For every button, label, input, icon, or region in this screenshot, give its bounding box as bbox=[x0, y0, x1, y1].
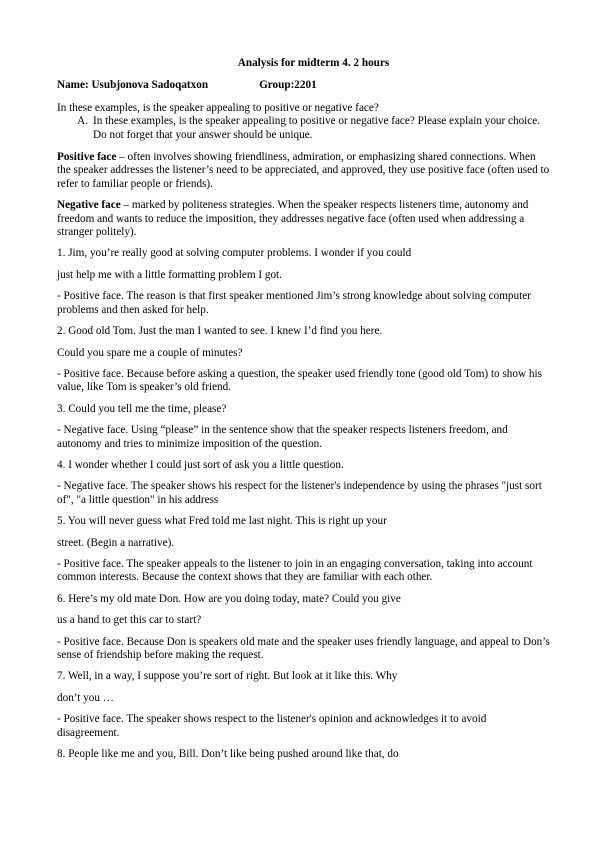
negative-face-definition bbox=[57, 199, 550, 239]
example-1-answer: - Positive face. The reason is that first speaker mentioned Jim’s strong knowledge about solving computer problems and then asked for help. bbox=[57, 290, 531, 316]
example-1-line-1: 1. Jim, you’re really good at solving computer problems. I wonder if you could bbox=[57, 247, 412, 260]
negative-face-term: Negative face bbox=[57, 199, 121, 212]
example-4-answer: - Negative face. The speaker shows his respect for the listener's independence by using the phrases "just sort of", "a little question" in his address bbox=[57, 480, 542, 506]
example-2-line-2: Could you spare me a couple of minutes? bbox=[57, 346, 243, 359]
example-3-line-1: 3. Could you tell me the time, please? bbox=[57, 402, 227, 415]
example-5-line-2: street. (Begin a narrative). bbox=[57, 536, 175, 549]
example-6-answer: - Positive face. Because Don is speakers old mate and the speaker uses friendly language, and appeal to Don’s sense of friendship before making the request. bbox=[57, 635, 550, 661]
example-3-answer: - Negative face. Using “please” in the sentence show that the speaker respects listeners freedom, and autonomy and tries to minimize imposition of the question. bbox=[57, 424, 508, 450]
example-4-line-1: 4. I wonder whether I could just sort of ask you a little question. bbox=[57, 458, 344, 471]
example-6-line-1: 6. Here’s my old mate Don. How are you doing today, mate? Could you give bbox=[57, 592, 401, 605]
example-1-line-2: just help me with a little formatting problem I got. bbox=[57, 268, 282, 281]
task-instruction: In these examples, is the speaker appealing to positive or negative face? Please explain your choice. Do not forget that your answer should be unique. bbox=[93, 115, 541, 141]
positive-face-term: Positive face bbox=[57, 151, 117, 164]
example-7-line-1: 7. Well, in a way, I suppose you’re sort of right. But look at it like this. Why bbox=[57, 670, 398, 683]
document-body bbox=[57, 57, 550, 769]
positive-face-definition bbox=[57, 151, 550, 191]
example-2-line-1: 2. Good old Tom. Just the man I wanted to see. I knew I’d find you here. bbox=[57, 325, 383, 338]
task-list-item bbox=[57, 115, 550, 142]
example-6-line-2: us a hand to get this car to start? bbox=[57, 614, 202, 627]
example-8-line-1: 8. People like me and you, Bill. Don’t like being pushed around like that, do bbox=[57, 748, 399, 761]
student-group: Group:2201 bbox=[259, 79, 317, 92]
student-name: Name: Usubjonova Sadoqatxon bbox=[57, 79, 209, 92]
student-info-line bbox=[57, 79, 550, 92]
example-2-answer: - Positive face. Because before asking a question, the speaker used friendly tone (good old Tom) to show his value, like Tom is speaker’s old friend. bbox=[57, 367, 542, 394]
example-7-line-2: don’t you … bbox=[57, 691, 114, 704]
intro-question: In these examples, is the speaker appealing to positive or negative face? bbox=[57, 101, 379, 114]
example-5-line-1: 5. You will never guess what Fred told me last night. This is right up your bbox=[57, 515, 387, 528]
negative-face-text: – marked by politeness strategies. When the speaker respects listeners time, autonomy and freedom and wants to reduce the imposition, they addresses negative face (often used when addressing a stranger politely). bbox=[57, 199, 529, 239]
example-5-answer: - Positive face. The speaker appeals to the listener to join in an engaging conversation, taking into account common interests. Because the context shows that they are familiar with each other. bbox=[57, 557, 533, 584]
list-marker: A. bbox=[77, 115, 88, 128]
example-7-answer: - Positive face. The speaker shows respect to the listener's opinion and acknowledges it to avoid disagreement. bbox=[57, 713, 487, 739]
document-title: Analysis for midterm 4. 2 hours bbox=[237, 57, 390, 69]
positive-face-text: – often involves showing friendliness, admiration, or emphasizing shared connections. When the speaker addresses the listener’s need to be appreciated, and approved, they use positive face (often used to refer to familiar people or friends). bbox=[57, 151, 550, 190]
